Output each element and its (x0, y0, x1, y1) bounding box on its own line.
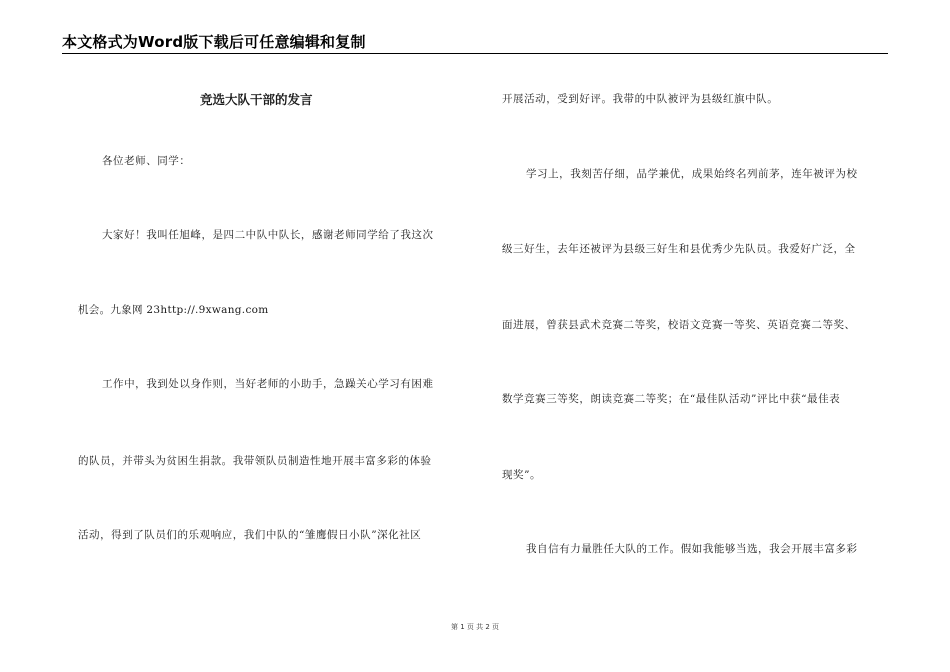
paragraph-line: 开展活动，受到好评。我带的中队被评为县级红旗中队。 (502, 93, 779, 105)
paragraph-line: 级三好生，去年还被评为县级三好生和县优秀少先队员。我爱好广泛，全 (502, 243, 856, 255)
paragraph-line: 现奖”。 (502, 469, 542, 481)
paragraph-line: 面进展，曾获县武术竞赛二等奖，校语文竞赛一等奖、英语竞赛二等奖、 (502, 319, 856, 331)
header-notice: 本文格式为Word版下载后可任意编辑和复制 (62, 33, 366, 51)
paragraph-line: 机会。九象网 23http://.9xwang.com (78, 304, 269, 316)
paragraph-line: 学习上，我刻苦仔细，品学兼优，成果始终名列前茅，连年被评为校 (526, 168, 858, 180)
page-header (62, 33, 888, 54)
paragraph-line: 我自信有力量胜任大队的工作。假如我能够当选，我会开展丰富多彩 (526, 543, 858, 555)
document-title: 竞选大队干部的发言 (200, 92, 313, 107)
page-number: 第 1 页 共 2 页 (450, 623, 500, 631)
paragraph-line: 工作中，我到处以身作则，当好老师的小助手，急躁关心学习有困难 (102, 378, 434, 390)
paragraph-line: 各位老师、同学： (102, 155, 191, 167)
paragraph-line: 活动，得到了队员们的乐观响应，我们中队的“雏鹰假日小队”深化社区 (78, 529, 422, 541)
paragraph-line: 的队员，并带头为贫困生捐款。我带领队员制造性地开展丰富多彩的体验 (78, 455, 432, 467)
paragraph-line: 大家好！我叫任旭峰，是四二中队中队长，感谢老师同学给了我这次 (102, 229, 434, 241)
paragraph-line: 数学竞赛三等奖，朗读竞赛二等奖；在“最佳队活动”评比中获“最佳表 (502, 393, 841, 405)
